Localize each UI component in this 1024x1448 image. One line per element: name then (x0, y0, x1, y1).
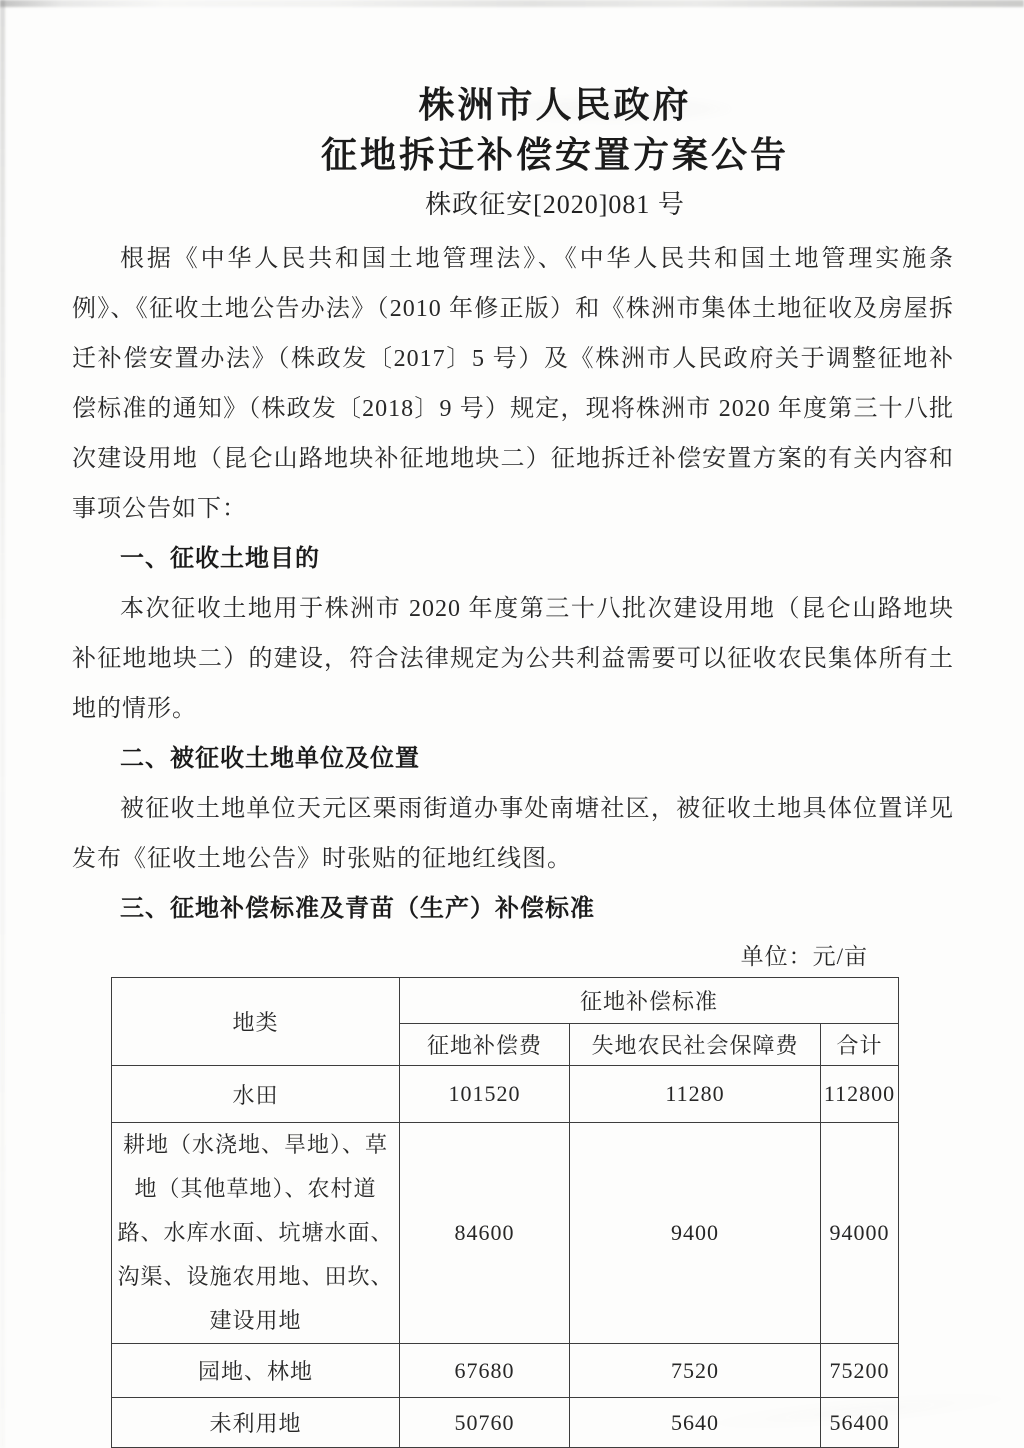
table-row-paddy-field (112, 1066, 899, 1123)
section1-paragraph: 本次征收土地用于株洲市 2020 年度第三十八批次建设用地（昆仑山路地块补征地地块二）的建设，符合法律规定为公共利益需要可以征收农民集体所有土地的情形。 (72, 596, 954, 722)
scan-artifact-top-edge (0, 0, 1024, 7)
cell-land-type: 园地、林地 (112, 1344, 400, 1398)
cell-total: 94000 (821, 1123, 899, 1344)
document-title-line2: 征地拆迁补偿安置方案公告 (320, 135, 789, 175)
cell-social-security: 11280 (570, 1066, 821, 1123)
cell-compensation: 50760 (400, 1398, 570, 1448)
cell-social-security: 7520 (570, 1344, 821, 1398)
header-cell-social-security-fee: 失地农民社会保障费 (570, 1024, 821, 1066)
section1-heading: 一、征收土地目的 (120, 546, 320, 572)
section3-heading: 三、征地补偿标准及青苗（生产）补偿标准 (120, 896, 595, 922)
cell-total: 56400 (821, 1398, 899, 1448)
table-row-cultivated-land (112, 1123, 899, 1344)
document-content (72, 80, 954, 1448)
compensation-standards-table (111, 977, 899, 1448)
cell-land-type: 耕地（水浇地、旱地）、草地（其他草地）、农村道路、水库水面、坑塘水面、沟渠、设施农用地、田坎、建设用地 (112, 1123, 400, 1344)
cell-land-type: 未利用地 (112, 1398, 400, 1448)
section2-heading: 二、被征收土地单位及位置 (120, 746, 420, 772)
cell-total: 112800 (821, 1066, 899, 1123)
table-header-row-group (112, 978, 899, 1024)
section2-paragraph: 被征收土地单位天元区栗雨街道办事处南塘社区，被征收土地具体位置详见发布《征收土地公告》时张贴的征地红线图。 (72, 796, 954, 872)
header-cell-compensation-fee: 征地补偿费 (400, 1024, 570, 1066)
cell-compensation: 101520 (400, 1066, 570, 1123)
cell-compensation: 84600 (400, 1123, 570, 1344)
header-cell-total: 合计 (821, 1024, 899, 1066)
cell-compensation: 67680 (400, 1344, 570, 1398)
cell-total: 75200 (821, 1344, 899, 1398)
table-unit-label: 单位：元/亩 (740, 944, 868, 969)
table-row-unused-land (112, 1398, 899, 1448)
cell-land-type: 水田 (112, 1066, 400, 1123)
cell-social-security: 9400 (570, 1123, 821, 1344)
header-cell-standard-group: 征地补偿标准 (400, 978, 899, 1024)
header-cell-land-type: 地类 (112, 978, 400, 1066)
document-title-line1: 株洲市人民政府 (418, 85, 692, 125)
intro-paragraph: 根据《中华人民共和国土地管理法》、《中华人民共和国土地管理实施条例》、《征收土地公告办法》（2010 年修正版）和《株洲市集体土地征收及房屋拆迁补偿安置办法》（株政发〔2017〕5 号）及《株洲市人民政府关于调整征地补偿标准的通知》（株政发〔2018〕9 号）规定，现将株洲市 2020 年度第三十八批次建设用地（昆仑山路地块补征地地块二）征地拆迁补偿安置方案的有关内容和事项公告如下： (72, 246, 954, 522)
table-row-garden-forest-land (112, 1344, 899, 1398)
document-number: 株政征安[2020]081 号 (425, 190, 685, 219)
cell-social-security: 5640 (570, 1398, 821, 1448)
scan-artifact-left-edge (0, 0, 5, 1448)
